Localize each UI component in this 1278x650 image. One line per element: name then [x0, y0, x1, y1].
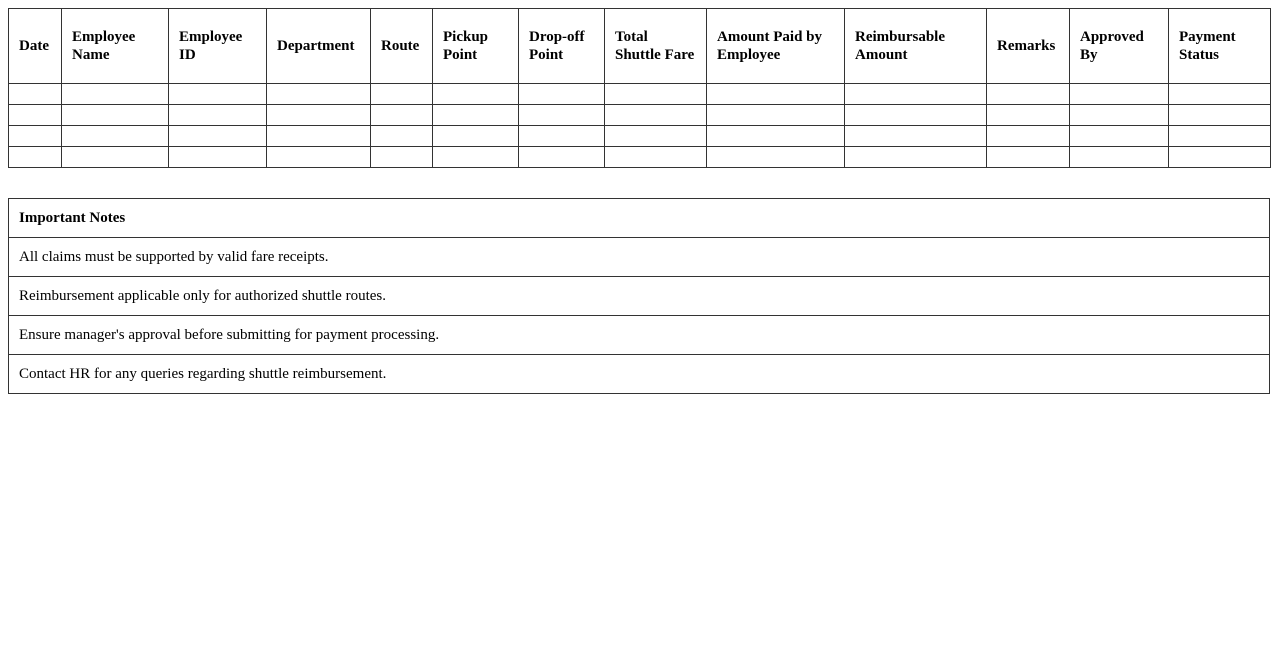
table-cell[interactable]: [9, 147, 62, 168]
table-cell[interactable]: [371, 105, 433, 126]
table-cell[interactable]: [433, 147, 519, 168]
table-cell[interactable]: [1070, 126, 1169, 147]
table-cell[interactable]: [371, 147, 433, 168]
table-cell[interactable]: [62, 105, 169, 126]
note-item: All claims must be supported by valid fare receipts.: [9, 238, 1270, 277]
table-cell[interactable]: [433, 105, 519, 126]
column-header-employee-id: Employee ID: [169, 9, 267, 84]
table-cell[interactable]: [707, 84, 845, 105]
column-header-approved-by: Approved By: [1070, 9, 1169, 84]
table-cell[interactable]: [519, 84, 605, 105]
note-row: [9, 355, 1270, 394]
column-header-pickup-point: Pickup Point: [433, 9, 519, 84]
table-cell[interactable]: [1169, 105, 1271, 126]
table-cell[interactable]: [1169, 147, 1271, 168]
table-cell[interactable]: [845, 147, 987, 168]
table-cell[interactable]: [9, 105, 62, 126]
table-cell[interactable]: [605, 126, 707, 147]
table-cell[interactable]: [169, 147, 267, 168]
column-header-total-shuttle-fare: Total Shuttle Fare: [605, 9, 707, 84]
header-row: [9, 9, 1271, 84]
table-cell[interactable]: [845, 84, 987, 105]
table-cell[interactable]: [1169, 126, 1271, 147]
table-cell[interactable]: [519, 147, 605, 168]
table-cell[interactable]: [1070, 105, 1169, 126]
table-cell[interactable]: [845, 126, 987, 147]
table-cell[interactable]: [605, 105, 707, 126]
table-cell[interactable]: [267, 147, 371, 168]
table-cell[interactable]: [1070, 147, 1169, 168]
column-header-amount-paid: Amount Paid by Employee: [707, 9, 845, 84]
table-cell[interactable]: [433, 126, 519, 147]
table-cell[interactable]: [707, 147, 845, 168]
note-item: Reimbursement applicable only for authorized shuttle routes.: [9, 277, 1270, 316]
table-cell[interactable]: [169, 126, 267, 147]
table-cell[interactable]: [371, 126, 433, 147]
table-cell[interactable]: [845, 105, 987, 126]
notes-title: Important Notes: [9, 199, 1270, 238]
table-cell[interactable]: [62, 84, 169, 105]
table-cell[interactable]: [987, 84, 1070, 105]
table-cell[interactable]: [9, 84, 62, 105]
table-row: [9, 84, 1271, 105]
note-item: Contact HR for any queries regarding shuttle reimbursement.: [9, 355, 1270, 394]
table-cell[interactable]: [605, 147, 707, 168]
table-cell[interactable]: [1169, 84, 1271, 105]
table-row: [9, 105, 1271, 126]
column-header-date: Date: [9, 9, 62, 84]
column-header-route: Route: [371, 9, 433, 84]
column-header-department: Department: [267, 9, 371, 84]
table-cell[interactable]: [62, 126, 169, 147]
table-cell[interactable]: [605, 84, 707, 105]
table-cell[interactable]: [433, 84, 519, 105]
table-cell[interactable]: [707, 105, 845, 126]
column-header-payment-status: Payment Status: [1169, 9, 1271, 84]
table-cell[interactable]: [1070, 84, 1169, 105]
table-cell[interactable]: [519, 105, 605, 126]
table-cell[interactable]: [169, 105, 267, 126]
table-cell[interactable]: [169, 84, 267, 105]
column-header-reimbursable-amount: Reimbursable Amount: [845, 9, 987, 84]
note-row: [9, 316, 1270, 355]
table-cell[interactable]: [9, 126, 62, 147]
table-cell[interactable]: [371, 84, 433, 105]
note-row: [9, 238, 1270, 277]
table-cell[interactable]: [519, 126, 605, 147]
notes-header-row: [9, 199, 1270, 238]
note-row: [9, 277, 1270, 316]
table-cell[interactable]: [987, 105, 1070, 126]
column-header-dropoff-point: Drop-off Point: [519, 9, 605, 84]
table-cell[interactable]: [707, 126, 845, 147]
column-header-remarks: Remarks: [987, 9, 1070, 84]
table-cell[interactable]: [987, 126, 1070, 147]
important-notes-table: [8, 198, 1270, 394]
table-row: [9, 126, 1271, 147]
table-cell[interactable]: [267, 105, 371, 126]
table-row: [9, 147, 1271, 168]
note-item: Ensure manager's approval before submitting for payment processing.: [9, 316, 1270, 355]
table-cell[interactable]: [267, 126, 371, 147]
column-header-employee-name: Employee Name: [62, 9, 169, 84]
table-cell[interactable]: [987, 147, 1070, 168]
shuttle-claims-table: [8, 8, 1271, 168]
table-cell[interactable]: [62, 147, 169, 168]
table-cell[interactable]: [267, 84, 371, 105]
